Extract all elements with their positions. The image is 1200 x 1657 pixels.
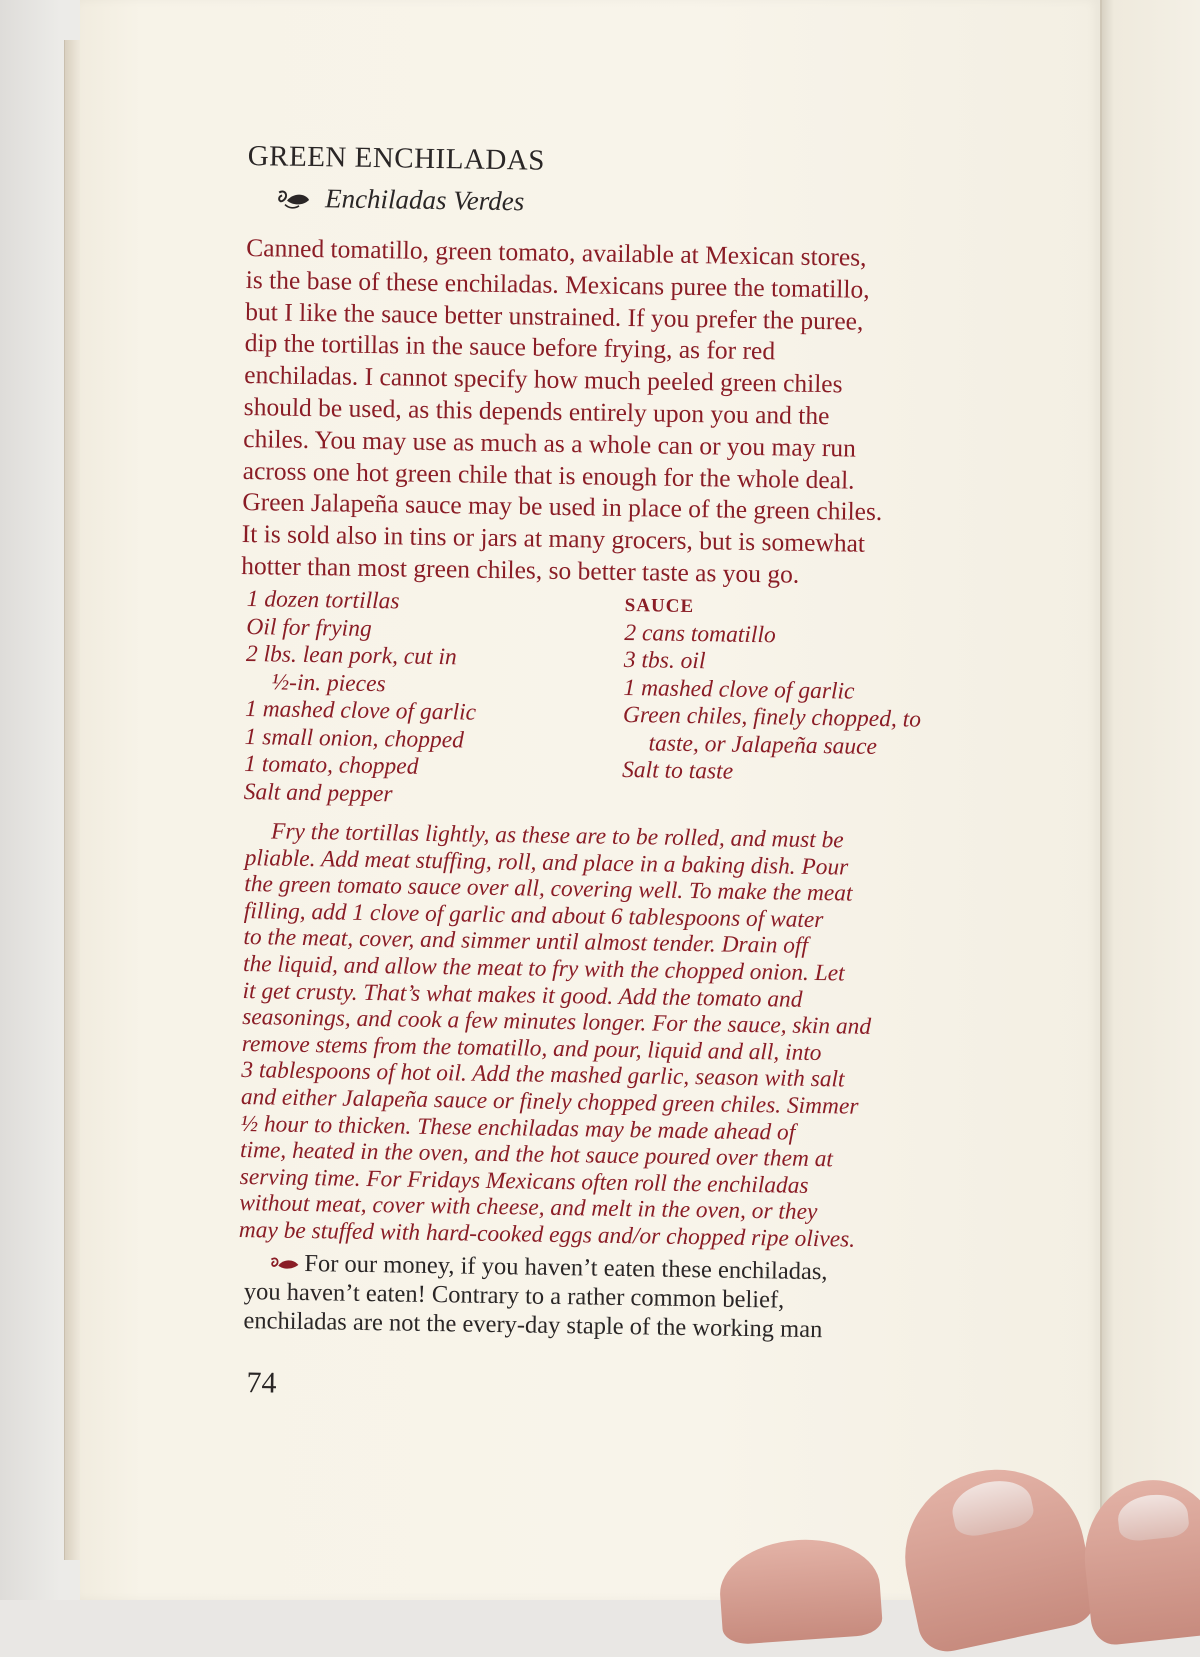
method-line: without meat, cover with cheese, and melt in the oven, or they (239, 1190, 818, 1226)
intro-line: Canned tomatillo, green tomato, available at Mexican stores, (246, 232, 867, 272)
method-paragraph (239, 818, 986, 1255)
ingredient-item: Oil for frying (246, 613, 372, 642)
intro-line: It is sold also in tins or jars at many grocers, but is somewhat (241, 519, 866, 558)
closing-paragraph (243, 1248, 964, 1346)
intro-line: but I like the sauce better unstrained. If you prefer the puree, (245, 296, 864, 336)
ingredient-item: ½-in. pieces (271, 668, 386, 697)
intro-paragraph (241, 232, 1006, 594)
method-line: Fry the tortillas lightly, as these are to be rolled, and must be (270, 818, 844, 854)
recipe-subtitle: Enchiladas Verdes (324, 183, 525, 217)
intro-line: Green Jalapeña sauce may be used in place of the green chiles. (242, 487, 883, 527)
intro-line: chiles. You may use as much as a whole can or you may run (243, 423, 857, 463)
ingredient-item: 1 mashed clove of garlic (244, 696, 477, 726)
method-line: seasonings, and cook a few minutes longer. For the sauce, skin and (242, 1004, 872, 1041)
floral-ornament-icon (268, 1255, 300, 1276)
subtitle-row (275, 182, 525, 217)
method-line: the green tomato sauce over all, covering well. To make the meat (244, 871, 853, 907)
method-line: time, heated in the oven, and the hot sauce poured over them at (239, 1137, 834, 1173)
method-line: and either Jalapeña sauce or finely chopped green chiles. Simmer (240, 1083, 859, 1120)
method-line: it get crusty. That’s what makes it good. Add the tomato and (242, 977, 803, 1013)
ingredient-item: 2 lbs. lean pork, cut in (245, 641, 457, 671)
recipe-title: GREEN ENCHILADAS (247, 140, 546, 177)
method-line: 3 tablespoons of hot oil. Add the mashed garlic, season with salt (241, 1057, 845, 1093)
method-line: may be stuffed with hard-cooked eggs and/or chopped ripe olives. (238, 1216, 856, 1253)
sauce-ingredients-list (622, 592, 923, 789)
intro-line: across one hot green chile that is enough for the whole deal. (242, 455, 855, 495)
floral-ornament-icon (275, 186, 313, 211)
intro-line: enchiladas. I cannot specify how much peeled green chiles (244, 360, 843, 399)
ingredient-item: taste, or Jalapeña sauce (648, 729, 878, 760)
method-line: the liquid, and allow the meat to fry with the chopped onion. Let (242, 950, 845, 987)
ingredient-item: 1 small onion, chopped (244, 723, 465, 753)
sauce-heading: SAUCE (624, 594, 695, 618)
closing-line: enchiladas are not the every-day staple of the working man (243, 1307, 823, 1344)
ingredient-item: 1 dozen tortillas (246, 586, 400, 615)
intro-line: dip the tortillas in the sauce before frying, as for red (244, 328, 776, 366)
page-number: 74 (246, 1366, 277, 1400)
method-line: remove stems from the tomatillo, and pour, liquid and all, into (241, 1030, 822, 1066)
method-line: serving time. For Fridays Mexicans often roll the enchiladas (239, 1163, 809, 1199)
closing-line: you haven’t eaten! Contrary to a rather common belief, (243, 1278, 785, 1314)
ingredient-item: Salt to taste (621, 756, 734, 785)
method-line: filling, add 1 clove of garlic and about 6 tablespoons of water (243, 897, 824, 933)
ingredients-list (244, 586, 478, 810)
ingredient-item: 1 mashed clove of garlic (623, 674, 855, 705)
ingredient-item: Green chiles, finely chopped, to (622, 701, 922, 733)
ingredient-item: Salt and pepper (243, 778, 393, 807)
method-line: to the meat, cover, and simmer until almost tender. Drain off (243, 924, 809, 960)
method-line: pliable. Add meat stuffing, roll, and place in a baking dish. Pour (244, 844, 849, 881)
intro-line: hotter than most green chiles, so better taste as you go. (241, 550, 800, 589)
facing-page-edge (1100, 0, 1200, 1600)
closing-line: For our money, if you haven’t eaten these enchiladas, (304, 1250, 828, 1286)
intro-line: is the base of these enchiladas. Mexicans puree the tomatillo, (245, 264, 870, 304)
ingredient-item: 1 tomato, chopped (243, 751, 419, 780)
intro-line: should be used, as this depends entirely upon you and the (243, 391, 830, 431)
ingredient-item: 2 cans tomatillo (624, 619, 776, 648)
ingredient-item: 3 tbs. oil (623, 646, 706, 675)
method-line: ½ hour to thicken. These enchiladas may be made ahead of (240, 1110, 796, 1146)
